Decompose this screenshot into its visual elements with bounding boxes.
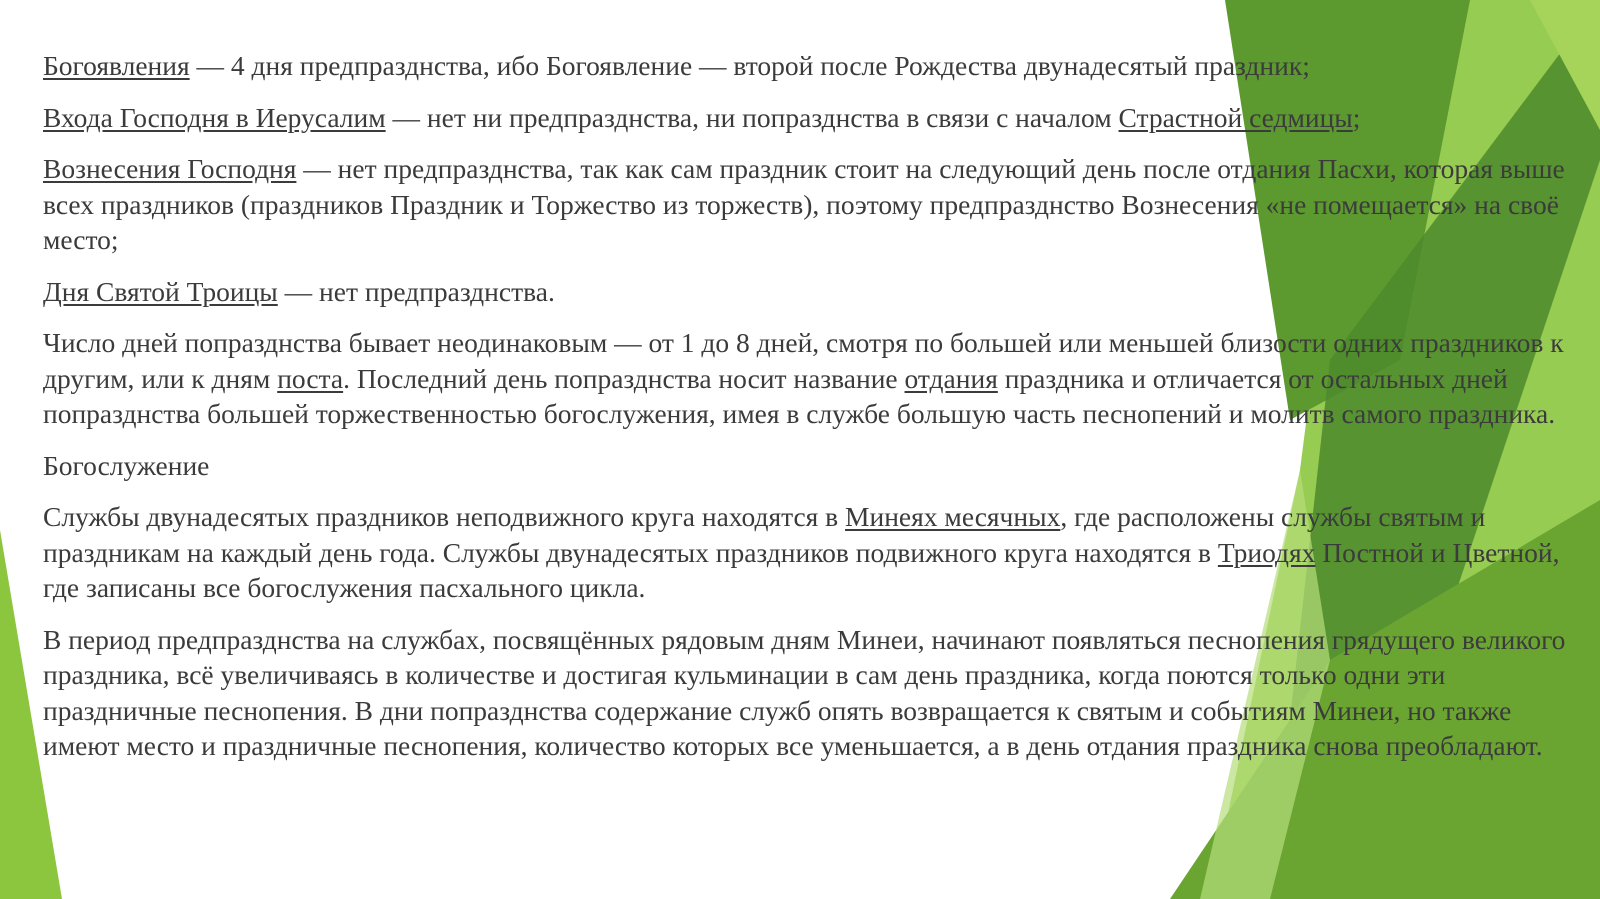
paragraph-text: Службы двунадесятых праздников неподвижного круга находятся в <box>43 501 846 532</box>
link-entry-jerusalem[interactable]: Входа Господня в Иерусалим <box>43 101 386 133</box>
slide-text-body <box>43 48 1573 780</box>
heading-text: Богослужение <box>43 449 210 481</box>
paragraph-epiphany <box>43 48 1573 84</box>
paragraph-text: Число дней попразднства бывает неодинаковым — от 1 до 8 дней, смотря по большей или меньшей близости одних праздников к другим, или к дням <box>43 327 1564 394</box>
paragraph-trinity <box>43 274 1573 310</box>
paragraph-forefeast-period <box>43 622 1573 764</box>
link-leavetaking[interactable]: отдания <box>904 362 998 394</box>
link-epiphany[interactable]: Богоявления <box>43 50 190 81</box>
link-fast[interactable]: поста <box>277 362 344 394</box>
link-triodion[interactable]: Триодях <box>1217 536 1316 568</box>
paragraph-ascension <box>43 151 1573 258</box>
paragraph-text: Постной и Цветной, где записаны все богослужения пасхального цикла. <box>43 536 1560 603</box>
paragraph-text: . Последний день попразднства носит название <box>343 362 905 394</box>
paragraph-text: В период предпразднства на службах, посвящённых рядовым дням Минеи, начинают появляться песнопения грядущего великого праздника, всё увеличиваясь в количестве и достигая кульминации в сам день праздника, когда поются только одни эти праздничные песнопения. В дни попразднства содержание служб опять возвращается к святым и событиям Минеи, но также имеют место и праздничные песнопения, количество которых все уменьшается, а в день отдания праздника снова преобладают. <box>43 623 1566 761</box>
paragraph-text: — 4 дня предпразднства, ибо Богоявление — второй после Рождества двунадесятый праздник; <box>189 50 1310 81</box>
link-holy-week[interactable]: Страстной седмицы <box>1118 101 1353 133</box>
paragraph-text: , где расположены службы святым и праздникам на каждый день года. Службы двунадесятых праздников подвижного круга находятся в <box>43 501 1486 568</box>
paragraph-text: праздника и отличается от остальных дней попразднства большей торжественностью богослужения, имея в службе большую часть песнопений и молитв самого праздника. <box>43 362 1556 429</box>
paragraph-services <box>43 499 1573 606</box>
section-heading-worship <box>43 448 1573 484</box>
paragraph-text: — нет ни предпразднства, ни попразднства в связи с началом <box>385 101 1119 133</box>
link-trinity[interactable]: Дня Святой Троицы <box>43 275 278 307</box>
paragraph-entry-jerusalem <box>43 100 1573 136</box>
link-ascension[interactable]: Вознесения Господня <box>43 153 297 184</box>
paragraph-text: ; <box>1352 101 1361 133</box>
link-menaion[interactable]: Минеях месячных <box>845 501 1061 532</box>
paragraph-text: — нет предпразднства. <box>277 275 555 307</box>
paragraph-text: — нет предпразднства, так как сам праздник стоит на следующий день после отдания Пасхи, которая выше всех праздников (праздников Праздник и Торжество из торжеств), поэтому предпразднство Вознесения «не помещается» на своё место; <box>43 153 1565 255</box>
paragraph-afterfeast <box>43 325 1573 432</box>
